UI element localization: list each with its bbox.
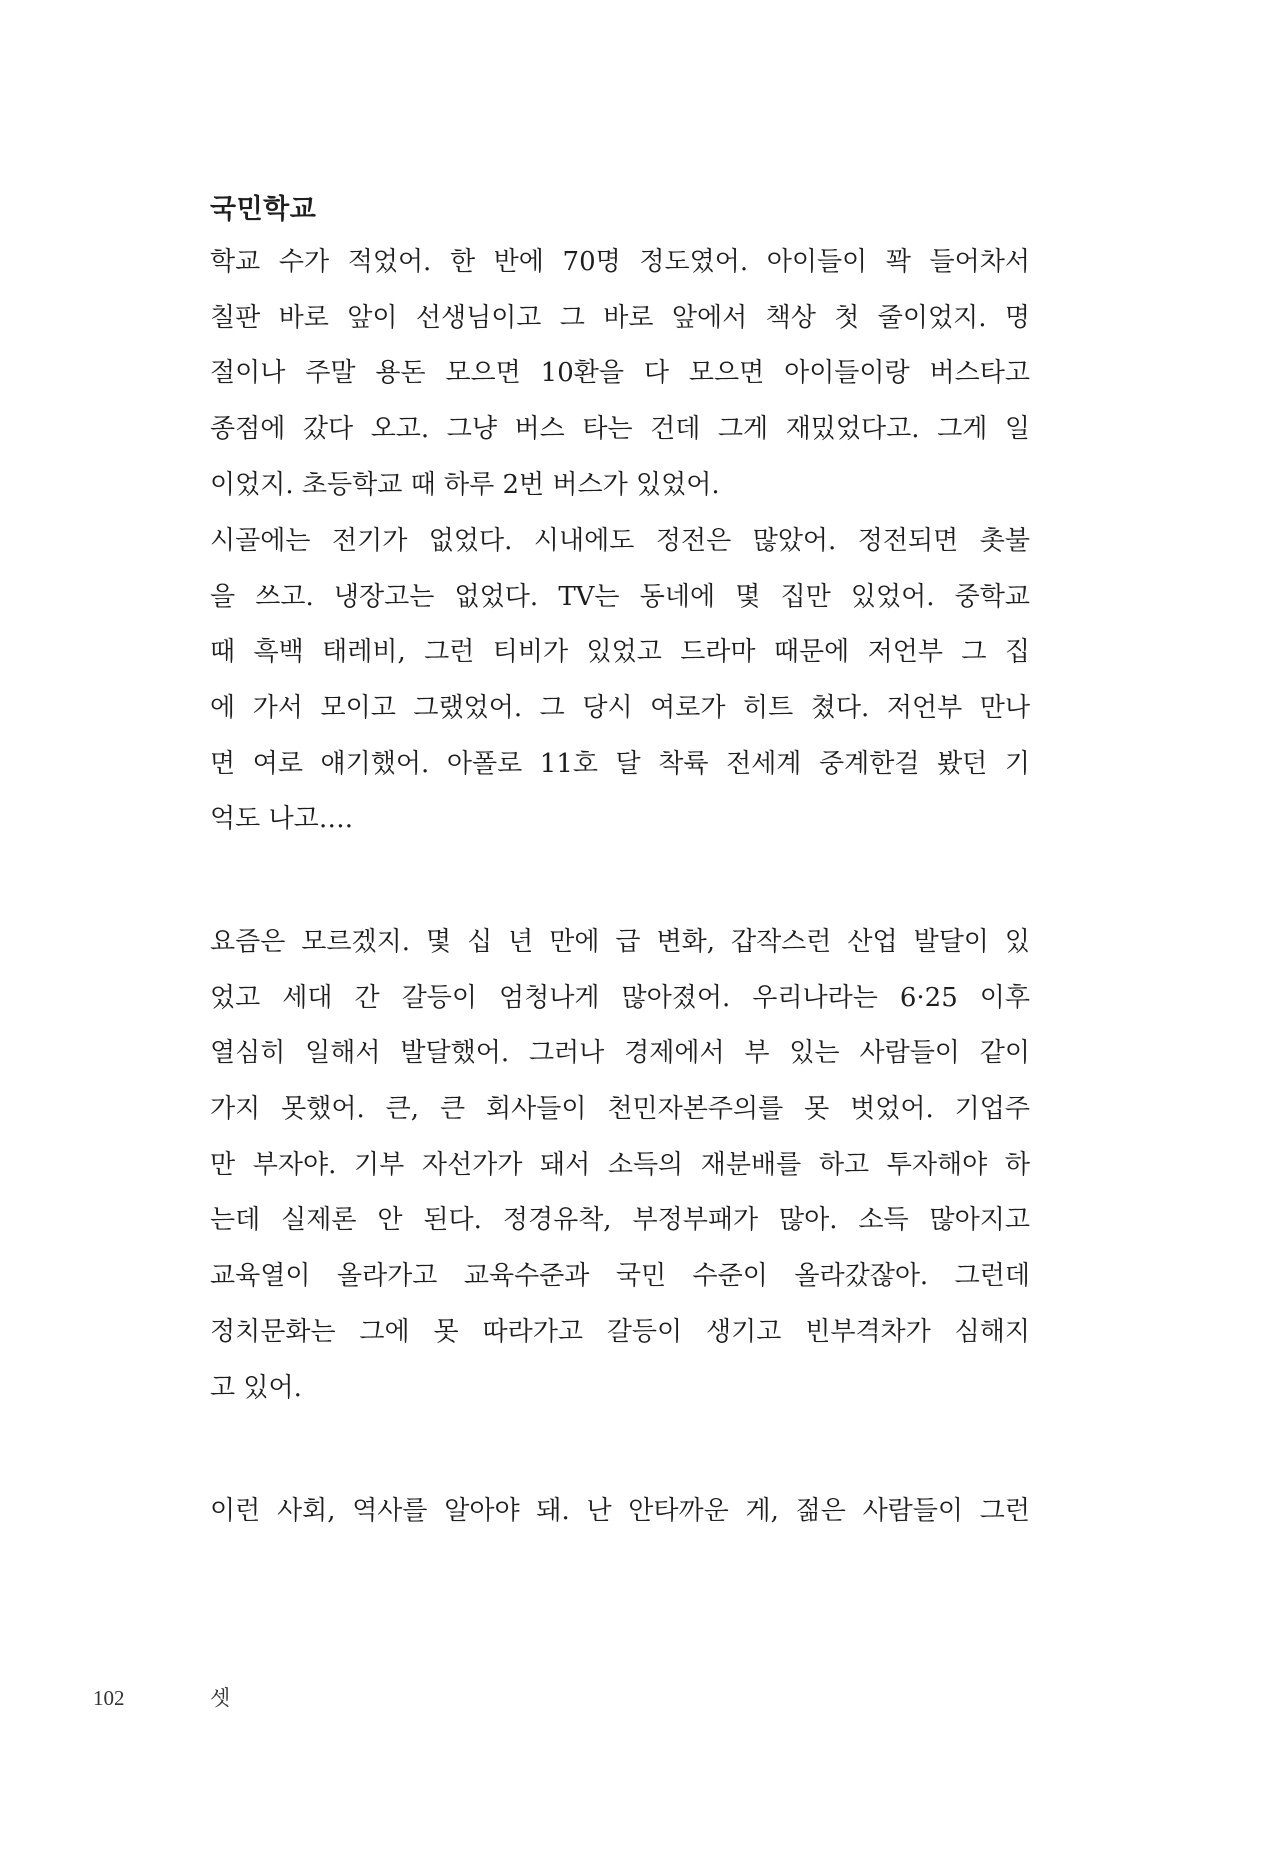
text-line: 었고 세대 간 갈등이 엄청나게 많아졌어. 우리나라는 6·25 이후 bbox=[210, 982, 1030, 1013]
text-line: 학교 수가 적었어. 한 반에 70명 정도였어. 아이들이 꽉 들어차서 bbox=[210, 247, 1030, 277]
paragraph-3 bbox=[210, 915, 1030, 1416]
text-line: 가지 못했어. 큰, 큰 회사들이 천민자본주의를 못 벗었어. 기업주 bbox=[210, 1094, 1030, 1125]
text-line: 억도 나고…. bbox=[210, 804, 353, 835]
text-line: 이었지. 초등학교 때 하루 2번 버스가 있었어. bbox=[210, 469, 720, 500]
chapter-label: 셋 bbox=[210, 1686, 231, 1710]
text-line: 열심히 일해서 발달했어. 그러나 경제에서 부 있는 사람들이 같이 bbox=[210, 1038, 1030, 1069]
text-line: 에 가서 모이고 그랬었어. 그 당시 여로가 히트 쳤다. 저언부 만나 bbox=[210, 693, 1030, 724]
text-line: 시골에는 전기가 없었다. 시내에도 정전은 많았어. 정전되면 촛불 bbox=[210, 526, 1030, 556]
paragraph-4 bbox=[210, 1484, 1030, 1540]
text-line: 칠판 바로 앞이 선생님이고 그 바로 앞에서 책상 첫 줄이었지. 명 bbox=[210, 302, 1030, 333]
text-line: 면 여로 얘기했어. 아폴로 11호 달 착륙 전세계 중계한걸 봤던 기 bbox=[210, 748, 1030, 779]
text-line: 이런 사회, 역사를 알아야 돼. 난 안타까운 게, 젊은 사람들이 그런 bbox=[210, 1496, 1030, 1526]
text-line: 는데 실제론 안 된다. 정경유착, 부정부패가 많아. 소득 많아지고 bbox=[210, 1205, 1030, 1236]
page-number: 102 bbox=[93, 1686, 125, 1710]
text-line: 을 쓰고. 냉장고는 없었다. TV는 동네에 몇 집만 있었어. 중학교 bbox=[210, 581, 1030, 612]
text-line: 절이나 주말 용돈 모으면 10환을 다 모으면 아이들이랑 버스타고 bbox=[210, 358, 1030, 389]
text-line: 교육열이 올라가고 교육수준과 국민 수준이 올라갔잖아. 그런데 bbox=[210, 1261, 1030, 1292]
text-line: 고 있어. bbox=[210, 1372, 302, 1403]
paragraph-1 bbox=[210, 235, 1030, 513]
text-line: 때 흑백 태레비, 그런 티비가 있었고 드라마 때문에 저언부 그 집 bbox=[210, 637, 1030, 668]
text-line: 만 부자야. 기부 자선가가 돼서 소득의 재분배를 하고 투자해야 하 bbox=[210, 1149, 1030, 1180]
paragraph-2 bbox=[210, 514, 1030, 848]
text-line: 종점에 갔다 오고. 그냥 버스 타는 건데 그게 재밌었다고. 그게 일 bbox=[210, 414, 1030, 445]
text-line: 정치문화는 그에 못 따라가고 갈등이 생기고 빈부격차가 심해지 bbox=[210, 1316, 1030, 1347]
section-heading: 국민학교 bbox=[210, 194, 317, 225]
text-line: 요즘은 모르겠지. 몇 십 년 만에 급 변화, 갑작스런 산업 발달이 있 bbox=[210, 927, 1030, 957]
